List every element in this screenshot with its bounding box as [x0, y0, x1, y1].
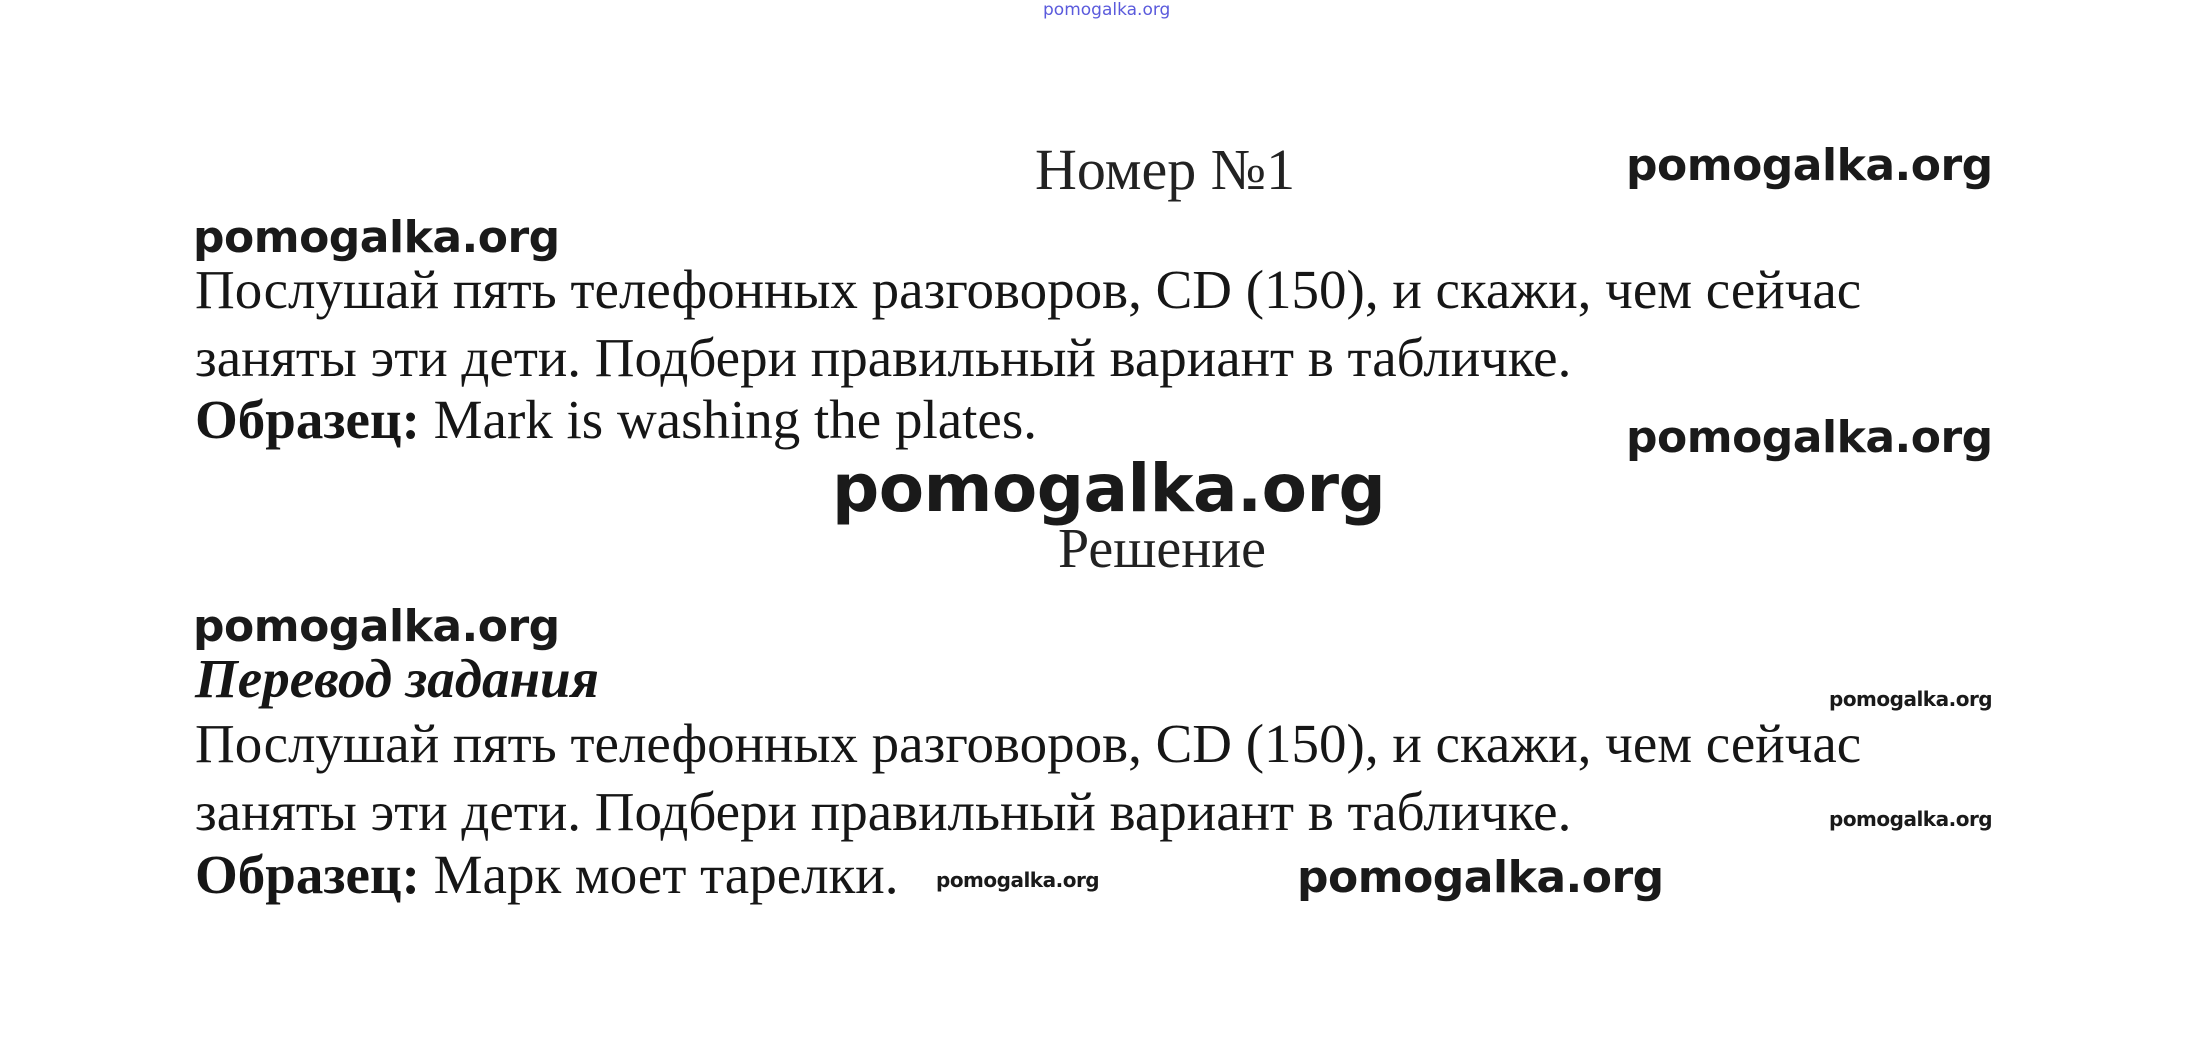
sample-text: Mark is washing the plates. [419, 389, 1038, 450]
translation-sample-label: Образец: [195, 844, 420, 905]
watermark: pomogalka.org [193, 212, 560, 263]
task-line-2: заняты эти дети. Подбери правильный вариант в табличке. [195, 327, 1572, 388]
watermark: pomogalka.org [1626, 140, 1993, 191]
watermark-large: pomogalka.org [832, 450, 1386, 527]
translation-heading: Перевод задания [195, 648, 599, 709]
translation-sample [195, 843, 898, 906]
page-title: Номер №1 [1035, 137, 1296, 202]
translation-paragraph [195, 710, 2095, 846]
watermark-small: pomogalka.org [1829, 687, 1993, 711]
watermark-small: pomogalka.org [1829, 807, 1993, 831]
watermark: pomogalka.org [1297, 852, 1664, 903]
watermark-top: pomogalka.org [1043, 0, 1171, 20]
translation-sample-text: Марк моет тарелки. [419, 844, 899, 905]
watermark: pomogalka.org [1626, 412, 1993, 463]
translation-line-2: заняты эти дети. Подбери правильный вариант в табличке. [195, 781, 1572, 842]
task-line-1: Послушай пять телефонных разговоров, CD (150), и скажи, чем сейчас [195, 259, 1862, 320]
watermark-small: pomogalka.org [936, 868, 1100, 892]
sample-label: Образец: [195, 389, 420, 450]
translation-line-1: Послушай пять телефонных разговоров, CD (150), и скажи, чем сейчас [195, 713, 1862, 774]
task-paragraph [195, 256, 2095, 392]
watermark: pomogalka.org [193, 601, 560, 652]
task-sample [195, 388, 1037, 451]
solution-title: Решение [1058, 518, 1267, 580]
